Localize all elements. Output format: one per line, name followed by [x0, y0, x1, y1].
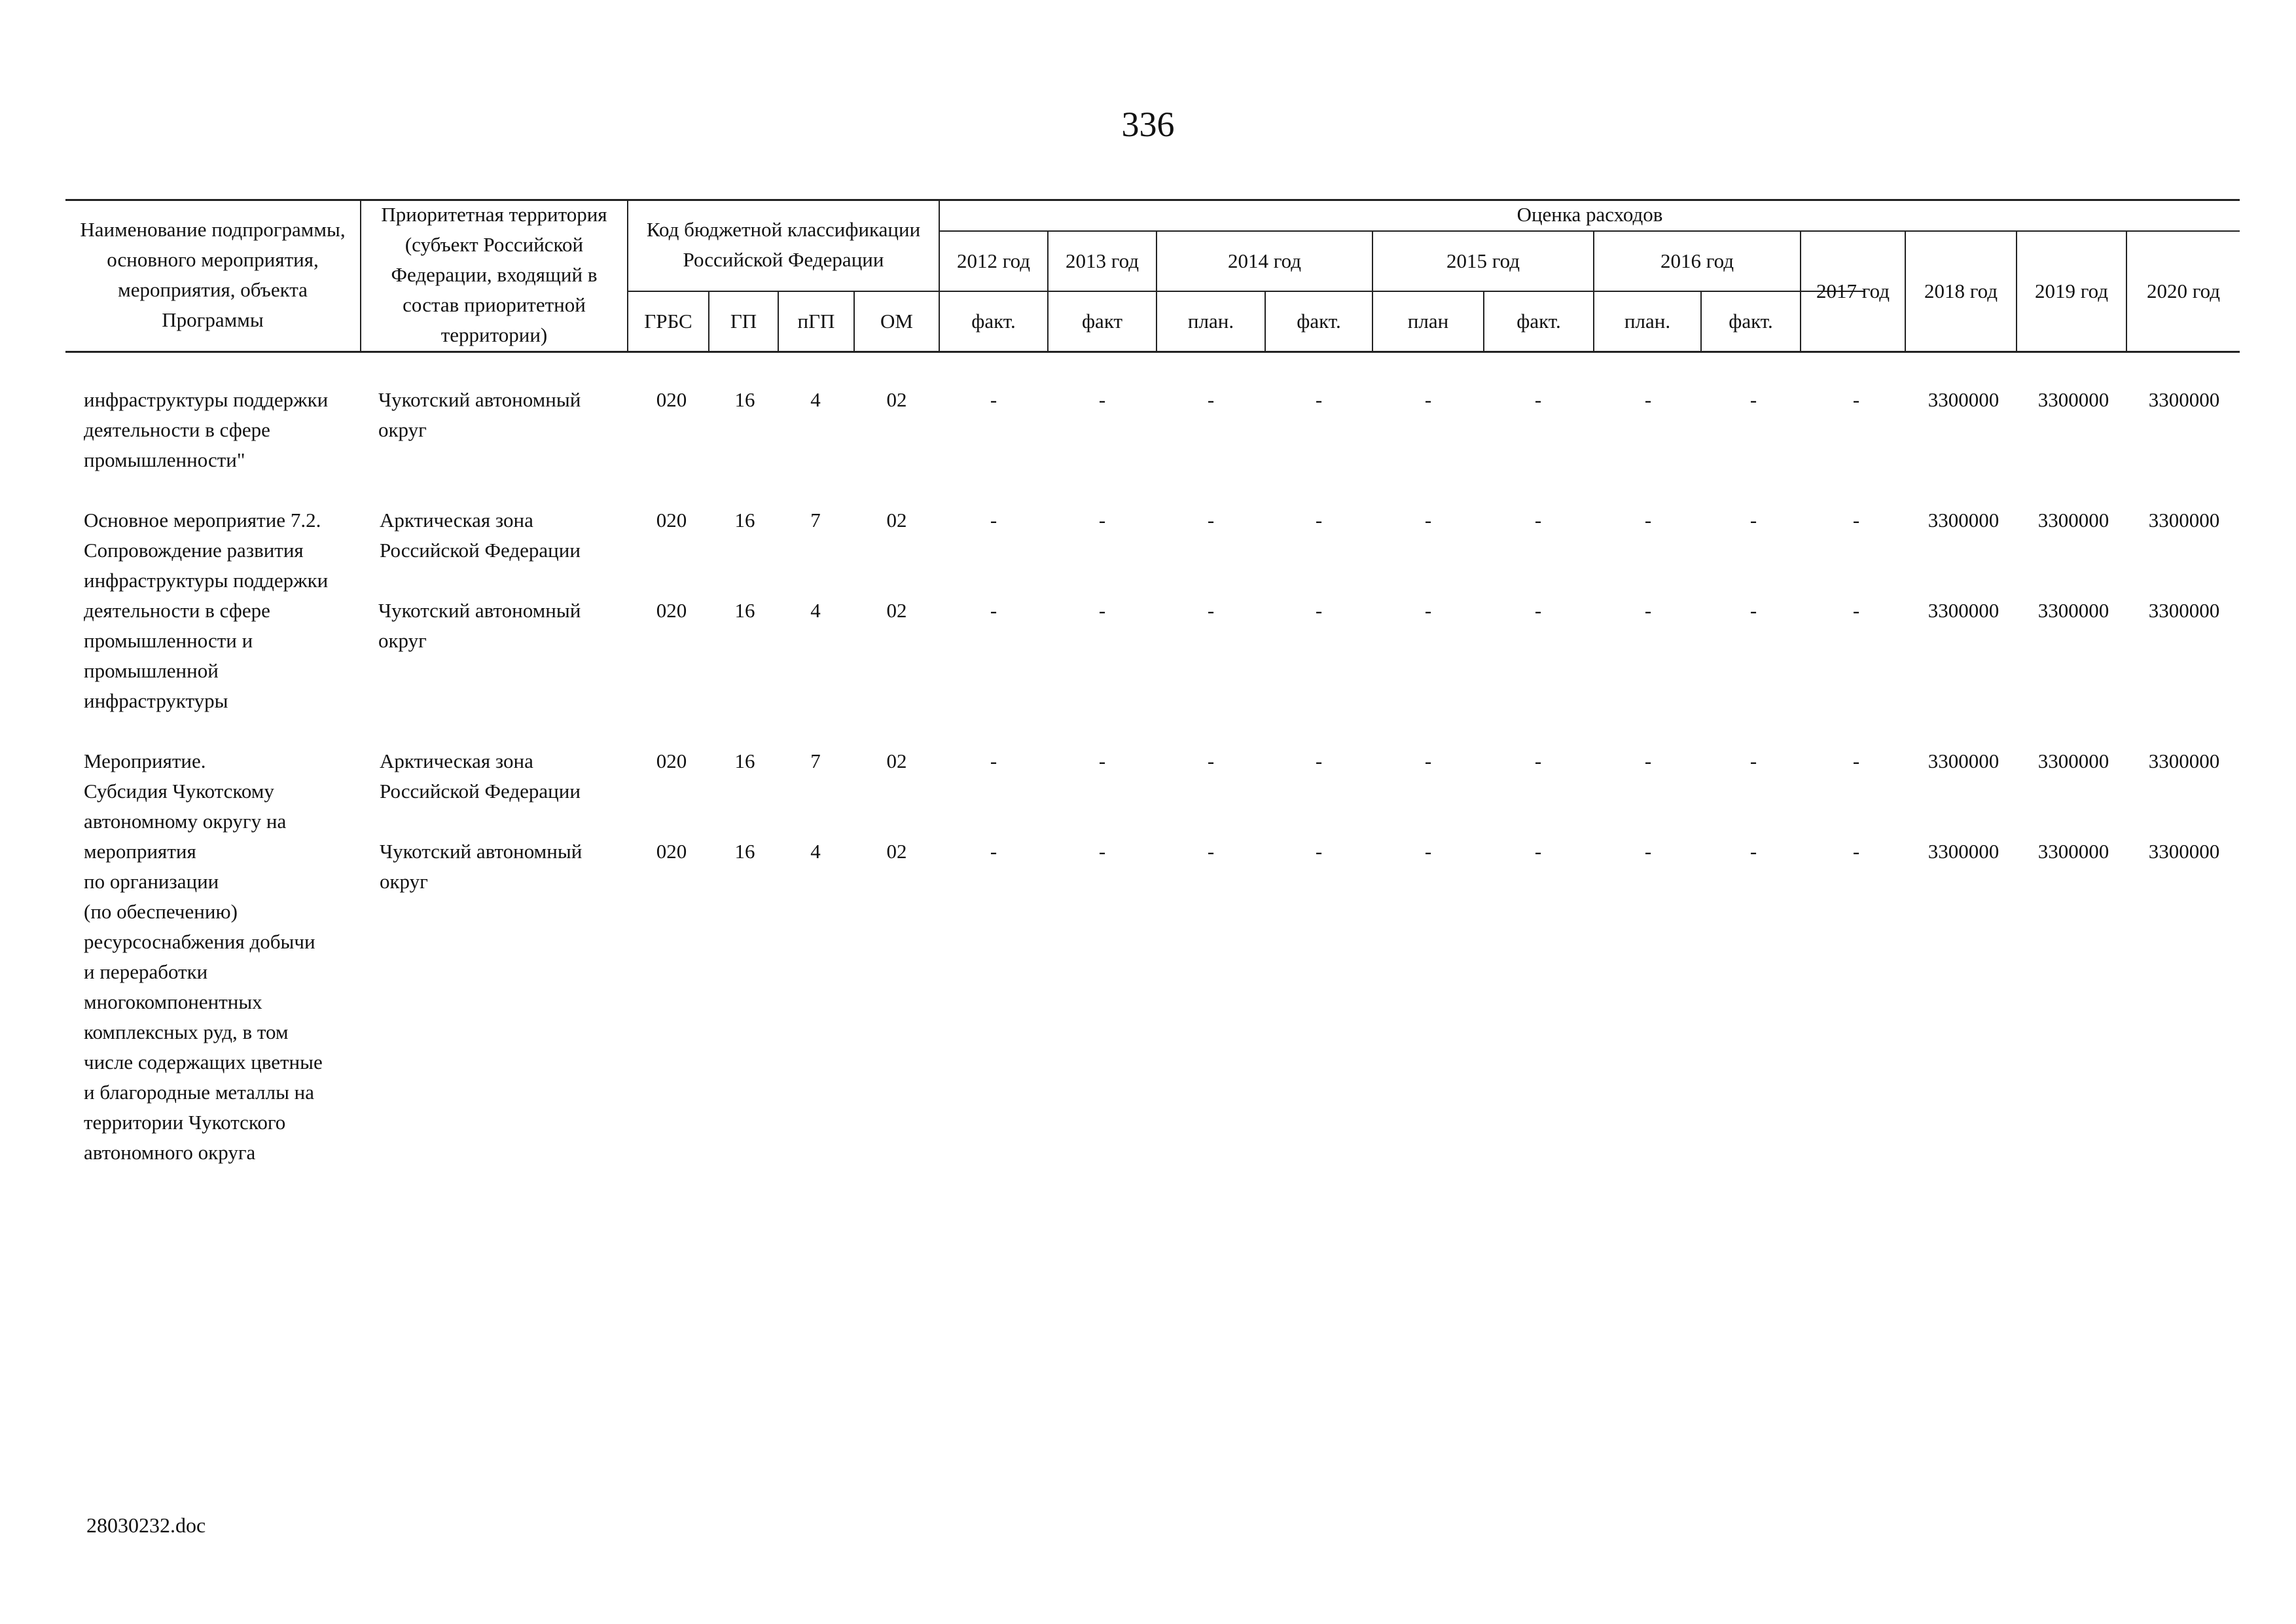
- header-sub-2014-fact: факт.: [1297, 310, 1341, 333]
- code-om-cell: 02: [886, 749, 907, 772]
- territory-line: Арктическая зона: [380, 749, 533, 772]
- value-2014-plan-cell: -: [1207, 749, 1215, 772]
- value-2014-plan-cell: -: [1207, 388, 1215, 411]
- program-name-line: промышленности": [84, 448, 245, 471]
- value-2015-plan-cell: -: [1424, 749, 1432, 772]
- code-gp-cell: 16: [734, 509, 755, 532]
- program-name-line: инфраструктуры поддержки: [84, 569, 329, 592]
- header-year-2020: 2020 год: [2146, 280, 2221, 302]
- header-code-om: ОМ: [880, 310, 913, 333]
- program-name-line: территории Чукотского: [84, 1111, 286, 1134]
- value-2019-cell: 3300000: [2037, 509, 2109, 532]
- header-code-grbs: ГРБС: [644, 310, 692, 333]
- value-2013-fact-cell: -: [1098, 509, 1106, 532]
- program-name-line: числе содержащих цветные: [84, 1051, 323, 1074]
- header-expense-group: Оценка расходов: [1516, 203, 1663, 226]
- code-grbs-cell: 020: [656, 509, 687, 532]
- value-2015-fact-cell: -: [1534, 388, 1542, 411]
- value-2020-cell: 3300000: [2148, 509, 2220, 532]
- header-year-2017: 2017 год: [1816, 280, 1890, 302]
- value-2016-fact-cell: -: [1749, 599, 1757, 622]
- value-2015-plan-cell: -: [1424, 599, 1432, 622]
- territory-line: Российской Федерации: [380, 539, 581, 562]
- program-name-block: [84, 505, 328, 716]
- program-name-line: комплексных руд, в том: [84, 1020, 289, 1043]
- territory-line: Чукотский автономный: [378, 599, 581, 622]
- program-name-line: (по обеспечению): [84, 900, 238, 923]
- header-code-pgp: пГП: [797, 310, 835, 333]
- program-name-line: и благородные металлы на: [84, 1081, 315, 1104]
- value-2016-plan-cell: -: [1644, 509, 1652, 532]
- value-2016-plan-cell: -: [1644, 749, 1652, 772]
- header-sub-2013-fact: факт: [1081, 310, 1123, 333]
- program-name-line: автономному округу на: [84, 810, 287, 833]
- footer-filename: 28030232.doc: [86, 1513, 206, 1537]
- program-name-line: инфраструктуры: [84, 689, 228, 712]
- header-name-column: Наименование подпрограммы, основного мероприятия, мероприятия, объекта Программы: [80, 218, 346, 331]
- code-pgp-cell: 7: [810, 749, 821, 772]
- value-2015-fact-cell: -: [1534, 840, 1542, 863]
- program-name-line: мероприятия: [84, 840, 196, 863]
- value-2016-fact-cell: -: [1749, 840, 1757, 863]
- code-pgp-cell: 4: [810, 840, 821, 863]
- program-name-line: деятельности в сфере: [84, 418, 270, 441]
- value-2015-plan-cell: -: [1424, 388, 1432, 411]
- value-2012-fact-cell: -: [990, 509, 997, 532]
- value-2020-cell: 3300000: [2148, 840, 2220, 863]
- value-2019-cell: 3300000: [2037, 388, 2109, 411]
- program-name-line: промышленной: [84, 659, 219, 682]
- header-sub-2015-fact: факт.: [1516, 310, 1561, 333]
- value-2014-fact-cell: -: [1315, 388, 1323, 411]
- program-name-line: Субсидия Чукотскому: [84, 780, 274, 803]
- value-2018-cell: 3300000: [1928, 840, 2000, 863]
- value-2017-cell: -: [1852, 749, 1860, 772]
- value-2014-fact-cell: -: [1315, 599, 1323, 622]
- code-gp-cell: 16: [734, 840, 755, 863]
- value-2015-fact-cell: -: [1534, 749, 1542, 772]
- program-name-line: Основное мероприятие 7.2.: [84, 509, 321, 532]
- value-2018-cell: 3300000: [1928, 749, 2000, 772]
- territory-cell: [378, 596, 581, 656]
- header-sub-2014-plan: план.: [1187, 310, 1234, 333]
- header-year-2015: 2015 год: [1446, 249, 1520, 272]
- value-2015-fact-cell: -: [1534, 599, 1542, 622]
- header-sub-2015-plan: план: [1407, 310, 1449, 333]
- table-header: [65, 199, 2240, 353]
- header-year-2016: 2016 год: [1660, 249, 1734, 272]
- code-gp-cell: 16: [734, 599, 755, 622]
- value-2012-fact-cell: -: [990, 599, 997, 622]
- value-2017-cell: -: [1852, 840, 1860, 863]
- value-2019-cell: 3300000: [2037, 840, 2109, 863]
- territory-line: округ: [380, 870, 428, 893]
- value-2013-fact-cell: -: [1098, 599, 1106, 622]
- value-2012-fact-cell: -: [990, 749, 997, 772]
- value-2015-plan-cell: -: [1424, 840, 1432, 863]
- program-name-line: Сопровождение развития: [84, 539, 304, 562]
- territory-line: Арктическая зона: [380, 509, 533, 532]
- territory-line: Российской Федерации: [380, 780, 581, 803]
- program-name-line: ресурсоснабжения добычи: [84, 930, 315, 953]
- value-2016-plan-cell: -: [1644, 388, 1652, 411]
- code-om-cell: 02: [886, 840, 907, 863]
- value-2019-cell: 3300000: [2037, 749, 2109, 772]
- program-name-block: [84, 746, 323, 1168]
- value-2014-fact-cell: -: [1315, 840, 1323, 863]
- value-2019-cell: 3300000: [2037, 599, 2109, 622]
- code-pgp-cell: 4: [810, 599, 821, 622]
- value-2016-fact-cell: -: [1749, 388, 1757, 411]
- territory-cell: [380, 746, 581, 806]
- header-sub-2016-plan: план.: [1624, 310, 1671, 333]
- territory-cell: [380, 837, 582, 897]
- header-year-2013: 2013 год: [1065, 249, 1139, 272]
- code-pgp-cell: 7: [810, 509, 821, 532]
- value-2016-fact-cell: -: [1749, 509, 1757, 532]
- value-2012-fact-cell: -: [990, 840, 997, 863]
- value-2014-plan-cell: -: [1207, 599, 1215, 622]
- value-2014-fact-cell: -: [1315, 509, 1323, 532]
- header-year-2014: 2014 год: [1227, 249, 1302, 272]
- territory-line: округ: [378, 629, 427, 652]
- header-budget-code-group: Код бюджетной классификации Российской Федерации: [646, 218, 921, 271]
- value-2013-fact-cell: -: [1098, 840, 1106, 863]
- value-2014-plan-cell: -: [1207, 509, 1215, 532]
- header-year-2019: 2019 год: [2034, 280, 2109, 302]
- value-2020-cell: 3300000: [2148, 749, 2220, 772]
- program-name-line: автономного округа: [84, 1141, 256, 1164]
- code-grbs-cell: 020: [656, 749, 687, 772]
- value-2013-fact-cell: -: [1098, 749, 1106, 772]
- code-gp-cell: 16: [734, 388, 755, 411]
- value-2014-fact-cell: -: [1315, 749, 1323, 772]
- value-2015-plan-cell: -: [1424, 509, 1432, 532]
- program-name-line: Мероприятие.: [84, 749, 206, 772]
- value-2020-cell: 3300000: [2148, 388, 2220, 411]
- value-2015-fact-cell: -: [1534, 509, 1542, 532]
- header-code-gp: ГП: [730, 310, 757, 333]
- program-name-line: многокомпонентных: [84, 990, 262, 1013]
- page-number: 336: [1121, 105, 1175, 144]
- header-territory-column: Приоритетная территория (субъект Российской Федерации, входящий в состав приоритетной территории): [381, 203, 607, 346]
- program-name-line: промышленности и: [84, 629, 253, 652]
- value-2012-fact-cell: -: [990, 388, 997, 411]
- value-2013-fact-cell: -: [1098, 388, 1106, 411]
- header-year-2012: 2012 год: [956, 249, 1031, 272]
- territory-line: Чукотский автономный: [378, 388, 581, 411]
- value-2018-cell: 3300000: [1928, 599, 2000, 622]
- territory-cell: [378, 385, 581, 445]
- code-grbs-cell: 020: [656, 840, 687, 863]
- header-year-2018: 2018 год: [1924, 280, 1998, 302]
- code-om-cell: 02: [886, 388, 907, 411]
- value-2017-cell: -: [1852, 509, 1860, 532]
- program-name-block: [84, 385, 328, 475]
- value-2016-fact-cell: -: [1749, 749, 1757, 772]
- header-sub-2012-fact: факт.: [971, 310, 1016, 333]
- program-name-line: и переработки: [84, 960, 208, 983]
- program-name-line: деятельности в сфере: [84, 599, 270, 622]
- code-grbs-cell: 020: [656, 599, 687, 622]
- value-2020-cell: 3300000: [2148, 599, 2220, 622]
- code-gp-cell: 16: [734, 749, 755, 772]
- header-sub-2016-fact: факт.: [1729, 310, 1773, 333]
- value-2018-cell: 3300000: [1928, 509, 2000, 532]
- value-2016-plan-cell: -: [1644, 599, 1652, 622]
- territory-line: Чукотский автономный: [380, 840, 583, 863]
- program-name-line: инфраструктуры поддержки: [84, 388, 329, 411]
- value-2017-cell: -: [1852, 599, 1860, 622]
- value-2017-cell: -: [1852, 388, 1860, 411]
- value-2014-plan-cell: -: [1207, 840, 1215, 863]
- value-2018-cell: 3300000: [1928, 388, 2000, 411]
- code-om-cell: 02: [886, 509, 907, 532]
- program-name-line: по организации: [84, 870, 219, 893]
- code-om-cell: 02: [886, 599, 907, 622]
- value-2016-plan-cell: -: [1644, 840, 1652, 863]
- code-grbs-cell: 020: [656, 388, 687, 411]
- territory-cell: [380, 505, 581, 566]
- territory-line: округ: [378, 418, 427, 441]
- code-pgp-cell: 4: [810, 388, 821, 411]
